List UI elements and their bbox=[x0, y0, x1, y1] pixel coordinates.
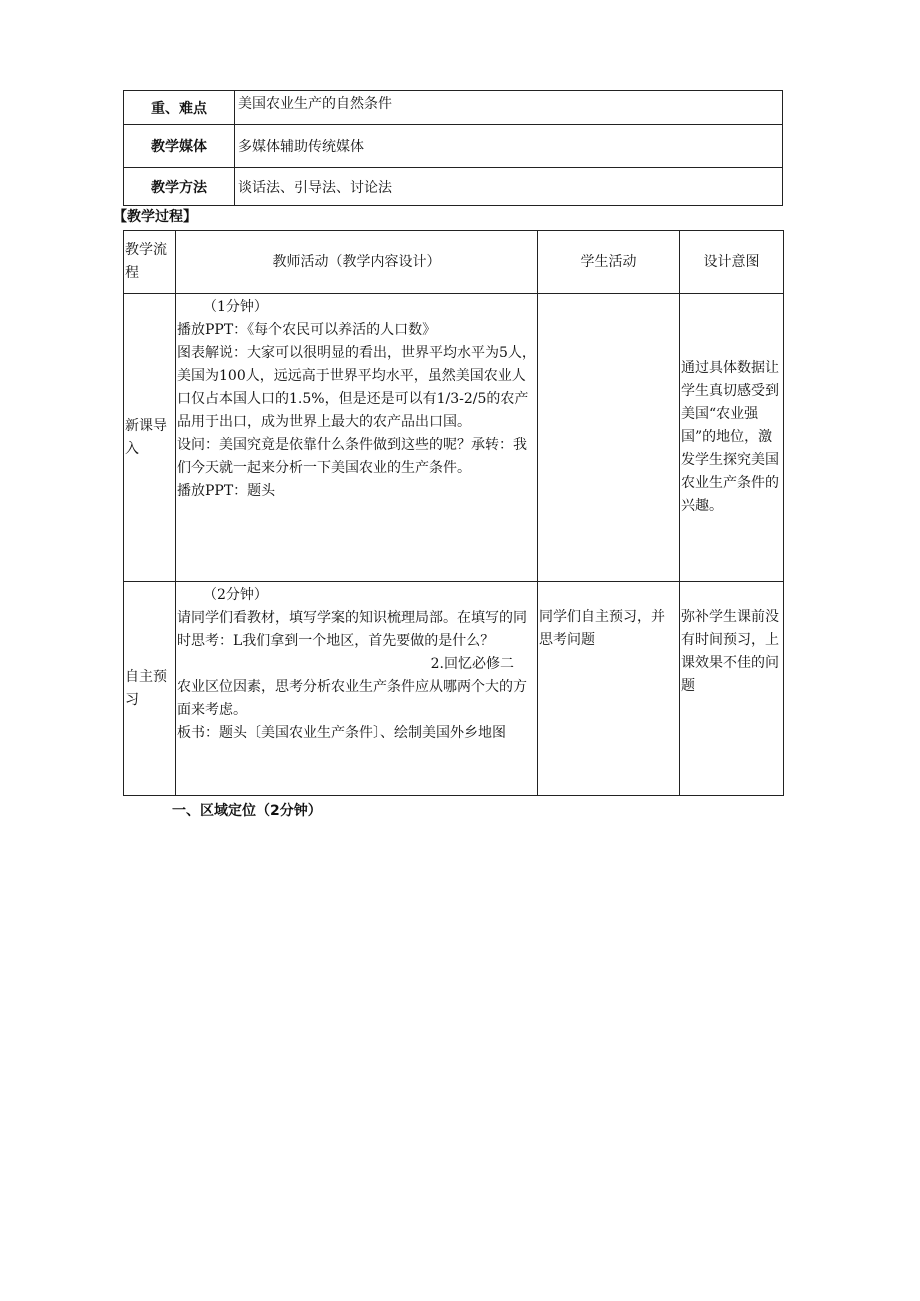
teacher-line: 板书：题头〔美国农业生产条件〕、绘制美国外乡地图 bbox=[177, 725, 506, 741]
student-activity-cell bbox=[538, 294, 680, 582]
teacher-line: 图表解说：大家可以很明显的看出，世界平均水平为5人，美国为100人，远远高于世界平均水平，虽然美国农业人口仅占本国人口的1.5%，但是还是可以有1/3-2/5的农产品用于出口，成为世界上最大的农产品出口国。 bbox=[177, 345, 536, 430]
teacher-line: 播放PPT：题头 bbox=[177, 483, 276, 499]
info-row-media bbox=[124, 125, 783, 168]
teacher-line: 2.回忆必修二 bbox=[430, 656, 514, 672]
info-label: 教学方法 bbox=[124, 168, 235, 206]
teaching-process-table bbox=[123, 230, 784, 796]
lesson-info-table bbox=[123, 90, 783, 206]
info-label: 重、难点 bbox=[124, 91, 235, 125]
info-value: 美国农业生产的自然条件 bbox=[235, 91, 783, 125]
process-row-intro bbox=[124, 294, 784, 582]
time-note: （2分钟） bbox=[203, 587, 268, 603]
teacher-line: 请同学们看教材，填写学案的知识梳理局部。在填写的同时思考：L我们拿到一个地区，首先要做的是什么？ bbox=[177, 610, 527, 649]
process-row-preview bbox=[124, 582, 784, 796]
process-header-row bbox=[124, 231, 784, 294]
header-teacher-activity: 教师活动（教学内容设计） bbox=[176, 231, 538, 294]
process-heading: 【教学过程】 bbox=[113, 209, 197, 225]
section-region-location: 一、区域定位（2分钟） bbox=[172, 803, 322, 819]
stage-cell: 新课导入 bbox=[124, 294, 176, 582]
info-value: 谈话法、引导法、讨论法 bbox=[235, 168, 783, 206]
header-design-intent: 设计意图 bbox=[680, 231, 784, 294]
teacher-line: 播放PPT：《每个农民可以养活的人口数》 bbox=[177, 322, 437, 338]
teacher-line: 农业区位因素，思考分析农业生产条件应从哪两个大的方面来考虑。 bbox=[177, 679, 527, 718]
design-intent-cell: 通过具体数据让学生真切感受到美国“农业强国”的地位，激发学生探究美国农业生产条件的兴趣。 bbox=[680, 294, 784, 582]
student-activity-cell: 同学们自主预习，并思考问题 bbox=[538, 582, 680, 796]
time-note: （1分钟） bbox=[203, 299, 268, 315]
info-label: 教学媒体 bbox=[124, 125, 235, 168]
info-value: 多媒体辅助传统媒体 bbox=[235, 125, 783, 168]
teacher-activity-cell bbox=[176, 582, 538, 796]
header-stage: 教学流程 bbox=[124, 231, 176, 294]
teacher-activity-cell bbox=[176, 294, 538, 582]
header-student-activity: 学生活动 bbox=[538, 231, 680, 294]
teacher-line: 设问：美国究竟是依靠什么条件做到这些的呢？承转：我们今天就一起来分析一下美国农业的生产条件。 bbox=[177, 437, 527, 476]
stage-cell: 自主预习 bbox=[124, 582, 176, 796]
info-row-method bbox=[124, 168, 783, 206]
design-intent-cell: 弥补学生课前没有时间预习，上课效果不佳的问题 bbox=[680, 582, 784, 796]
info-row-key-points bbox=[124, 91, 783, 125]
